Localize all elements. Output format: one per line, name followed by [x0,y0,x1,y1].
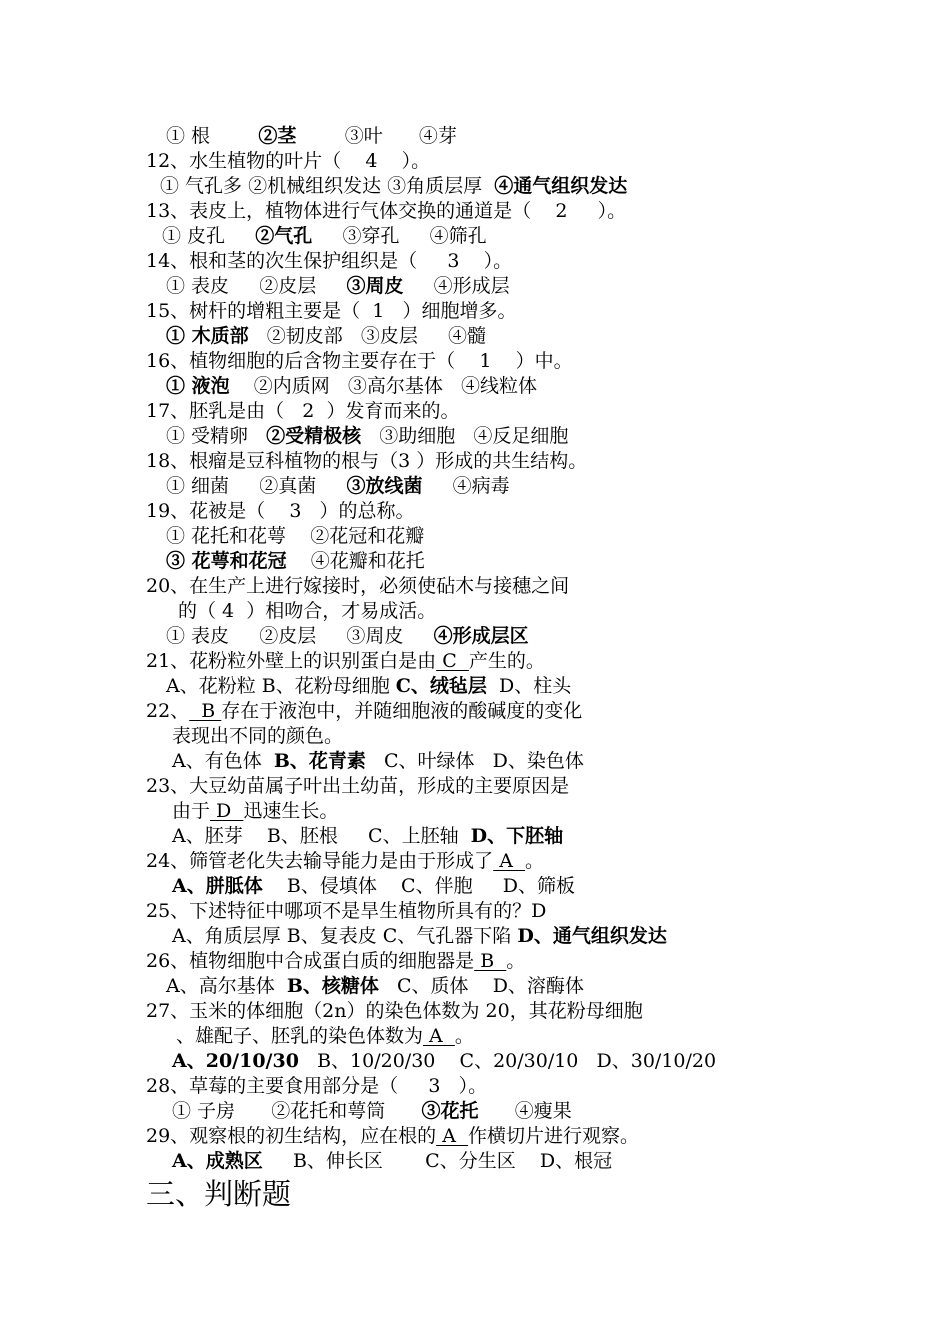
text-segment: 27、玉米的体细胞（2n）的染色体数为 20，其花粉母细胞 [146,1000,643,1022]
text-line [166,424,568,449]
text-line [172,799,338,824]
text-line [146,249,512,274]
text-line [146,499,415,524]
answer-blank: B [189,700,222,722]
text-segment: ④形成层 [403,275,510,297]
text-line [178,599,436,624]
text-line [146,349,573,374]
answer-text: ③放线菌 [346,475,423,497]
text-segment: 。 [454,1025,474,1047]
text-segment: ④花瓣和花托 [286,550,425,572]
answer-text: ③花托 [421,1100,479,1122]
text-line [146,299,516,324]
text-segment: 24、筛管老化失去输导能力是由于形成了 [146,850,494,872]
text-segment: ① 皮孔 [162,225,256,247]
text-line [176,1024,474,1049]
answer-text: ① 木质部 [166,325,249,347]
text-segment: A、有色体 [172,750,274,772]
answer-text: A、胼胝体 [172,875,263,897]
text-segment: ②内质网 ③高尔基体 ④线粒体 [229,375,538,397]
text-line [166,474,510,499]
text-segment: 15、树杆的增粗主要是（ 1 ）细胞增多。 [146,300,517,322]
text-segment: 23、大豆幼苗属子叶出土幼苗，形成的主要原因是 [146,775,570,797]
answer-blank: D [210,800,244,822]
text-line [166,549,425,574]
answer-text: ③ 花萼和花冠 [166,550,287,572]
text-line [146,849,544,874]
answer-blank: A [423,1025,455,1047]
text-line [160,174,627,199]
text-segment: ① 根 [166,125,259,147]
text-segment: 22、 [146,700,190,722]
answer-text: ④形成层区 [433,625,529,647]
text-segment: ① 子房 ②花托和萼筒 [172,1100,422,1122]
text-segment: 28、草莓的主要食用部分是（ 3 ）。 [146,1075,488,1097]
text-segment: 19、花被是（ 3 ）的总称。 [146,500,415,522]
text-segment: ① 气孔多 ②机械组织发达 ③角质层厚 [160,175,495,197]
text-segment: 18、根瘤是豆科植物的根与（3 ）形成的共生结构。 [146,450,588,472]
answer-text: D、下胚轴 [470,825,564,847]
text-segment: B、伸长区 C、分生区 D、根冠 [262,1150,613,1172]
text-line [166,974,584,999]
text-line [146,1074,487,1099]
text-segment: 14、根和茎的次生保护组织是（ 3 ）。 [146,250,513,272]
text-segment: A、花粉粒 B、花粉母细胞 [166,675,396,697]
text-segment: 表现出不同的颜色。 [172,725,344,747]
text-segment: 17、胚乳是由（ 2 ）发育而来的。 [146,400,460,422]
text-segment: 作横切片进行观察。 [468,1125,640,1147]
text-segment: ① 表皮 ②皮层 ③周皮 [166,625,434,647]
answer-text: C、绒毡层 [395,675,487,697]
answer-text: ① 液泡 [166,375,230,397]
text-line [172,1099,572,1124]
text-segment: 的（ 4 ）相吻合，才易成活。 [178,600,437,622]
text-segment: 21、花粉粒外壁上的识别蛋白是由 [146,650,437,672]
answer-text: ③周皮 [346,275,404,297]
answer-text: B、核糖体 [286,975,379,997]
answer-blank: A [493,850,526,872]
text-segment: 13、表皮上，植物体进行气体交换的通道是（ 2 ）。 [146,200,627,222]
text-segment: 迅速生长。 [243,800,339,822]
text-segment: D、柱头 [486,675,572,697]
text-segment: A、高尔基体 [166,975,287,997]
text-line [162,224,487,249]
text-segment: ① 花托和花萼 ②花冠和花瓣 [166,525,425,547]
text-line [166,524,424,549]
answer-text: B、花青素 [273,750,366,772]
text-segment: C、叶绿体 D、染色体 [365,750,584,772]
answer-text: D、通气组织发达 [517,925,667,947]
text-segment: 25、下述特征中哪项不是旱生植物所具有的？D [146,900,547,922]
text-segment: A、角质层厚 B、复表皮 C、气孔器下陷 [172,925,518,947]
answer-text: ②茎 [258,125,297,147]
text-segment: 产生的。 [468,650,545,672]
text-line [146,949,525,974]
text-segment: ③助细胞 ④反足细胞 [361,425,569,447]
text-segment: ③叶 ④芽 [296,125,457,147]
text-line [166,374,537,399]
text-line [166,124,457,149]
text-line [146,899,546,924]
section-heading: 三、判断题 [146,1177,292,1211]
answer-text: ②气孔 [255,225,313,247]
text-segment: 存在于液泡中，并随细胞液的酸碱度的变化 [221,700,583,722]
text-segment: ① 细菌 ②真菌 [166,475,347,497]
text-segment: ① 受精卵 [166,425,267,447]
answer-text: A、成熟区 [172,1150,263,1172]
text-segment: ④病毒 [422,475,510,497]
answer-blank: A [436,1125,469,1147]
text-segment: 16、植物细胞的后含物主要存在于（ 1 ）中。 [146,350,573,372]
text-line [146,774,569,799]
text-segment: B、10/20/30 C、20/30/10 D、30/10/20 [298,1050,717,1072]
text-line [172,1149,612,1174]
text-segment: 。 [525,850,545,872]
text-line [172,824,563,849]
text-line [172,1049,716,1074]
text-line [166,274,510,299]
answer-text: ④通气组织发达 [494,175,628,197]
text-segment: A、胚芽 B、胚根 C、上胚轴 [172,825,471,847]
text-line [146,1124,639,1149]
text-line [146,149,430,174]
text-segment: ②韧皮部 ③皮层 ④髓 [248,325,487,347]
text-segment: 、雄配子、胚乳的染色体数为 [176,1025,424,1047]
text-segment: ③穿孔 ④筛孔 [312,225,487,247]
answer-text: A、20/10/30 [172,1050,299,1072]
text-segment: ① 表皮 ②皮层 [166,275,347,297]
answer-blank: B [474,950,507,972]
text-line [172,874,575,899]
text-segment: 由于 [172,800,211,822]
text-line [146,574,569,599]
text-segment: B、侵填体 C、伴胞 D、筛板 [262,875,575,897]
text-segment: ④瘦果 [478,1100,572,1122]
text-line [146,399,459,424]
answer-blank: C [436,650,469,672]
text-line [172,749,584,774]
text-line [172,724,343,749]
text-line [166,674,571,699]
text-line [146,699,582,724]
text-line [146,199,626,224]
text-line [146,649,545,674]
text-segment: 26、植物细胞中合成蛋白质的细胞器是 [146,950,475,972]
text-line [172,924,667,949]
text-segment: 12、水生植物的叶片（ 4 ）。 [146,150,431,172]
text-line [166,324,486,349]
text-segment: 。 [506,950,526,972]
text-segment: C、质体 D、溶酶体 [378,975,584,997]
text-segment: 20、在生产上进行嫁接时，必须使砧木与接穗之间 [146,575,570,597]
answer-text: ②受精极核 [266,425,362,447]
text-segment: 29、观察根的初生结构，应在根的 [146,1125,437,1147]
text-line [146,449,587,474]
text-line [146,999,643,1024]
text-line [166,624,529,649]
